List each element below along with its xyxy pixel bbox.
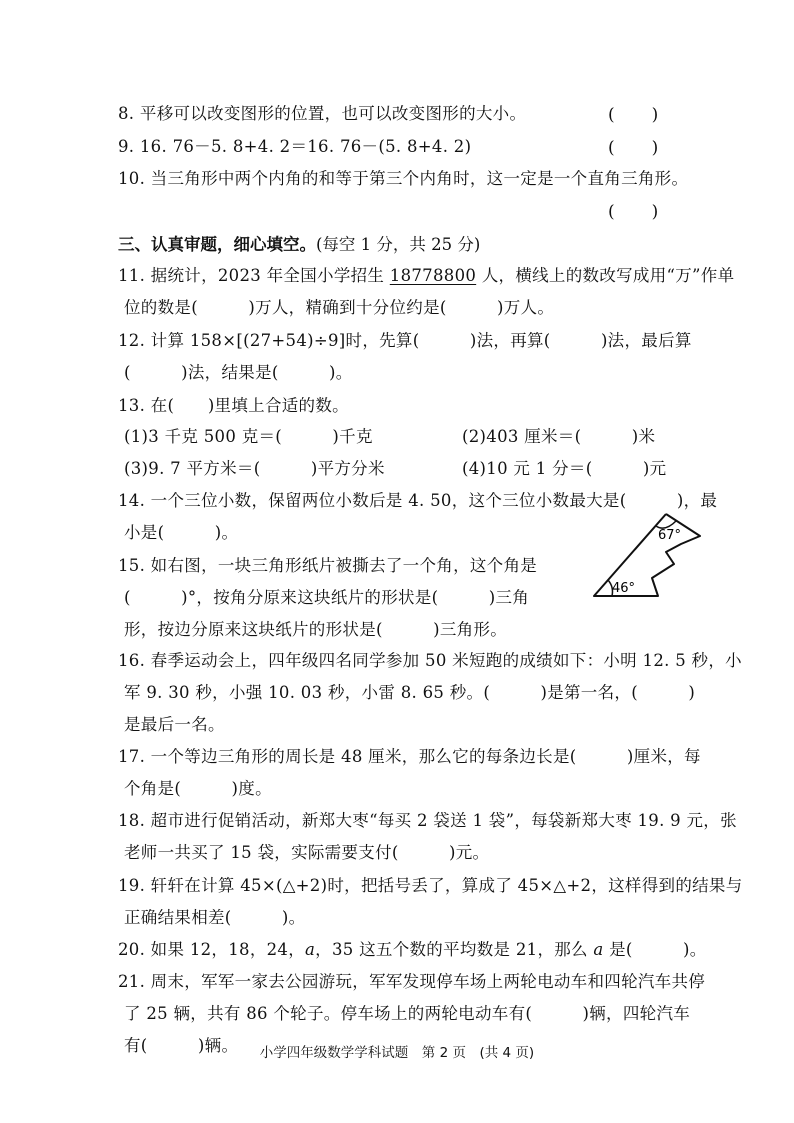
question-19: 19. 轩轩在计算 45×(△+2)时，把括号丢了，算成了 45×△+2，这样得到的结果与 <box>118 876 743 895</box>
section-3-title: 三、认真审题，细心填空。 <box>118 235 316 254</box>
page-footer: 小学四年级数学学科试题 第 2 页 (共 4 页) <box>259 1045 535 1061</box>
angle-label-top: 67° <box>658 528 682 543</box>
q20-text-b: ，35 这五个数的平均数是 21，那么 <box>315 940 594 959</box>
question-21-line-2: 了 25 辆，共有 86 个轮子。停车场上的两轮电动车有( )辆，四轮汽车 <box>124 1004 691 1023</box>
question-21-line-3: 有( )辆。 <box>124 1036 239 1055</box>
q20-variable-a-2: a <box>593 940 604 959</box>
question-14: 14. 一个三位小数，保留两位小数后是 4. 50，这个三位小数最大是( )，最 <box>118 491 718 510</box>
question-13-part-3: (3)9. 7 平方米＝( )平方分米 <box>124 459 385 478</box>
question-13-part-1: (1)3 千克 500 克＝( )千克 <box>124 427 373 446</box>
q11-text-b: 人，横线上的数改写成用“万”作单 <box>476 266 735 285</box>
q20-variable-a: a <box>305 940 316 959</box>
question-11-line-2: 位的数是( )万人，精确到十分位约是( )万人。 <box>124 298 555 317</box>
q20-text-c: 是( )。 <box>603 940 707 959</box>
question-18-line-2: 老师一共买了 15 袋，实际需要支付( )元。 <box>124 843 490 862</box>
question-21: 21. 周末，军军一家去公园游玩，军军发现停车场上两轮电动车和四轮汽车共停 <box>118 972 706 991</box>
question-17: 17. 一个等边三角形的周长是 48 厘米，那么它的每条边长是( )厘米，每 <box>118 747 701 766</box>
q11-underlined-number: 18778800 <box>389 266 477 285</box>
question-17-line-2: 个角是( )度。 <box>124 779 272 798</box>
question-16-line-2: 军 9. 30 秒，小强 10. 03 秒，小雷 8. 65 秒。( )是第一名，( ) <box>124 683 696 702</box>
question-20 <box>118 936 707 960</box>
question-13-part-2: (2)403 厘米＝( )米 <box>462 427 656 446</box>
angle-label-left: 46° <box>612 581 636 596</box>
question-15: 15. 如右图，一块三角形纸片被撕去了一个角，这个角是 <box>118 556 538 575</box>
question-15-line-2: ( )°，按角分原来这块纸片的形状是( )三角 <box>124 588 530 607</box>
question-18: 18. 超市进行促销活动，新郑大枣“每买 2 袋送 1 袋”，每袋新郑大枣 19. 9 元，张 <box>118 811 737 830</box>
question-9: 9. 16. 76－5. 8+4. 2＝16. 76－(5. 8+4. 2) <box>118 137 472 156</box>
question-13: 13. 在( )里填上合适的数。 <box>118 396 349 415</box>
q11-text-a: 11. 据统计，2023 年全国小学招生 <box>118 266 390 285</box>
question-8: 8. 平移可以改变图形的位置，也可以改变图形的大小。 <box>118 104 527 123</box>
question-16: 16. 春季运动会上，四年级四名同学参加 50 米短跑的成绩如下：小明 12. 5 秒，小 <box>118 651 742 670</box>
section-3-heading <box>118 231 480 255</box>
answer-blank-q8[interactable]: ( ) <box>608 105 660 125</box>
answer-blank-q9[interactable]: ( ) <box>608 138 660 158</box>
answer-blank-q10[interactable]: ( ) <box>608 202 660 222</box>
question-15-line-3: 形，按边分原来这块纸片的形状是( )三角形。 <box>124 620 508 639</box>
question-12-line-2: ( )法，结果是( )。 <box>124 363 353 382</box>
question-11 <box>118 262 734 286</box>
question-19-line-2: 正确结果相差( )。 <box>124 908 306 927</box>
question-16-line-3: 是最后一名。 <box>124 715 225 734</box>
question-13-part-4: (4)10 元 1 分＝( )元 <box>462 459 667 478</box>
section-3-score-note: (每空 1 分，共 25 分) <box>316 235 481 254</box>
torn-triangle-figure <box>586 508 716 608</box>
question-10: 10. 当三角形中两个内角的和等于第三个内角时，这一定是一个直角三角形。 <box>118 169 689 188</box>
question-12: 12. 计算 158×[(27+54)÷9]时，先算( )法，再算( )法，最后算 <box>118 331 692 350</box>
question-14-line-2: 小是( )。 <box>124 523 239 542</box>
q20-text-a: 20. 如果 12，18，24， <box>118 940 306 959</box>
